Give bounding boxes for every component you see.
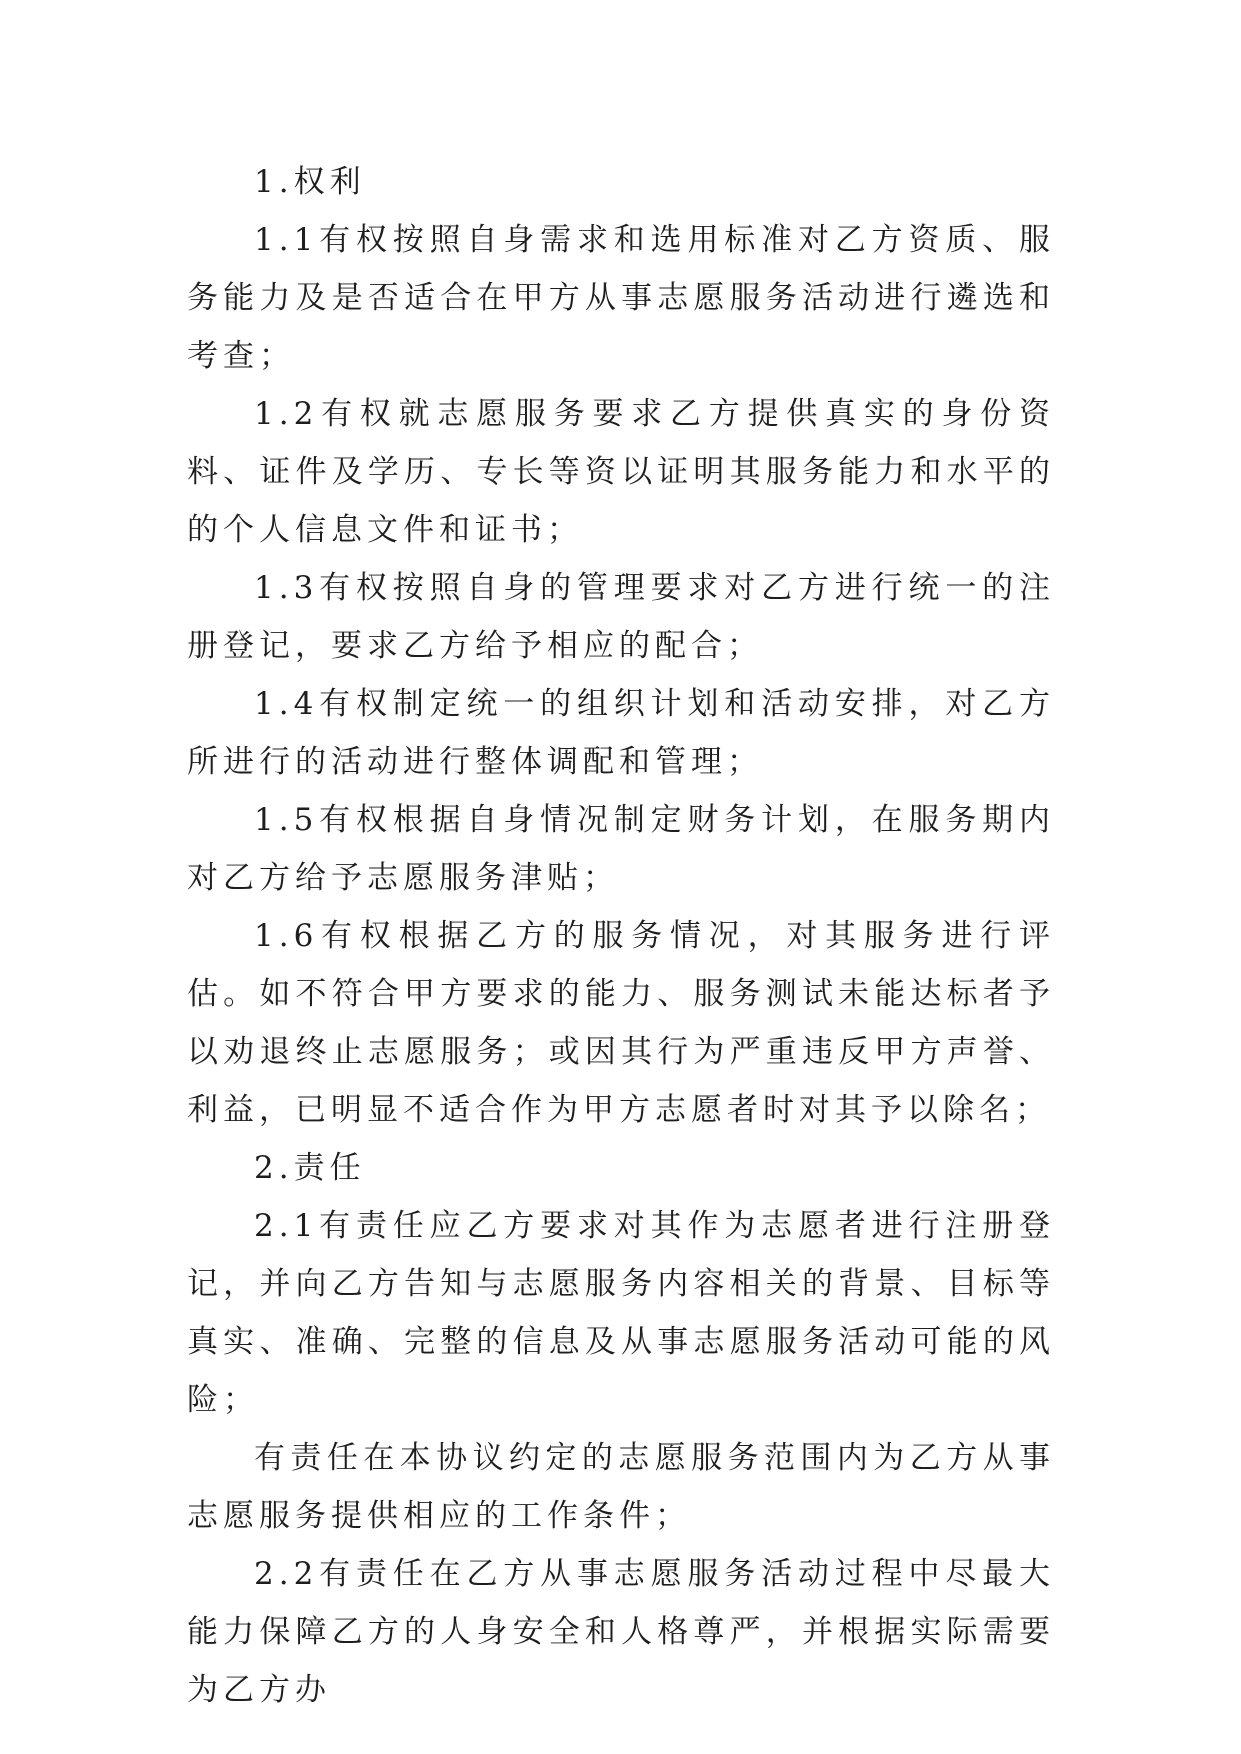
clause-1-2: 1.2有权就志愿服务要求乙方提供真实的身份资料、证件及学历、专长等资以证明其服务能力和水平的的个人信息文件和证书； (187, 396, 1055, 548)
clause-1-5: 1.5有权根据自身情况制定财务计划，在服务期内对乙方给予志愿服务津贴； (187, 802, 1055, 896)
clause-1-6: 1.6有权根据乙方的服务情况，对其服务进行评估。如不符合甲方要求的能力、服务测试未能达标者予以劝退终止志愿服务；或因其行为严重违反甲方声誉、利益，已明显不适合作为甲方志愿者时对其予以除名； (187, 918, 1055, 1128)
section-heading-responsibilities: 2.责任 (254, 1150, 366, 1186)
clause-1-3: 1.3有权按照自身的管理要求对乙方进行统一的注册登记，要求乙方给予相应的配合； (187, 570, 1055, 664)
clause-1-4: 1.4有权制定统一的组织计划和活动安排，对乙方所进行的活动进行整体调配和管理； (187, 686, 1055, 780)
clause-2-1: 2.1有责任应乙方要求对其作为志愿者进行注册登记，并向乙方告知与志愿服务内容相关的背景、目标等真实、准确、完整的信息及从事志愿服务活动可能的风险； (187, 1208, 1055, 1418)
clause-1-1: 1.1有权按照自身需求和选用标准对乙方资质、服务能力及是否适合在甲方从事志愿服务活动进行遴选和考查； (187, 222, 1055, 374)
clause-unnumbered: 有责任在本协议约定的志愿服务范围内为乙方从事志愿服务提供相应的工作条件； (187, 1440, 1055, 1534)
section-heading-rights: 1.权利 (254, 164, 366, 200)
document-body (187, 153, 1055, 1719)
clause-2-2: 2.2有责任在乙方从事志愿服务活动过程中尽最大能力保障乙方的人身安全和人格尊严，并根据实际需要为乙方办 (187, 1556, 1055, 1708)
